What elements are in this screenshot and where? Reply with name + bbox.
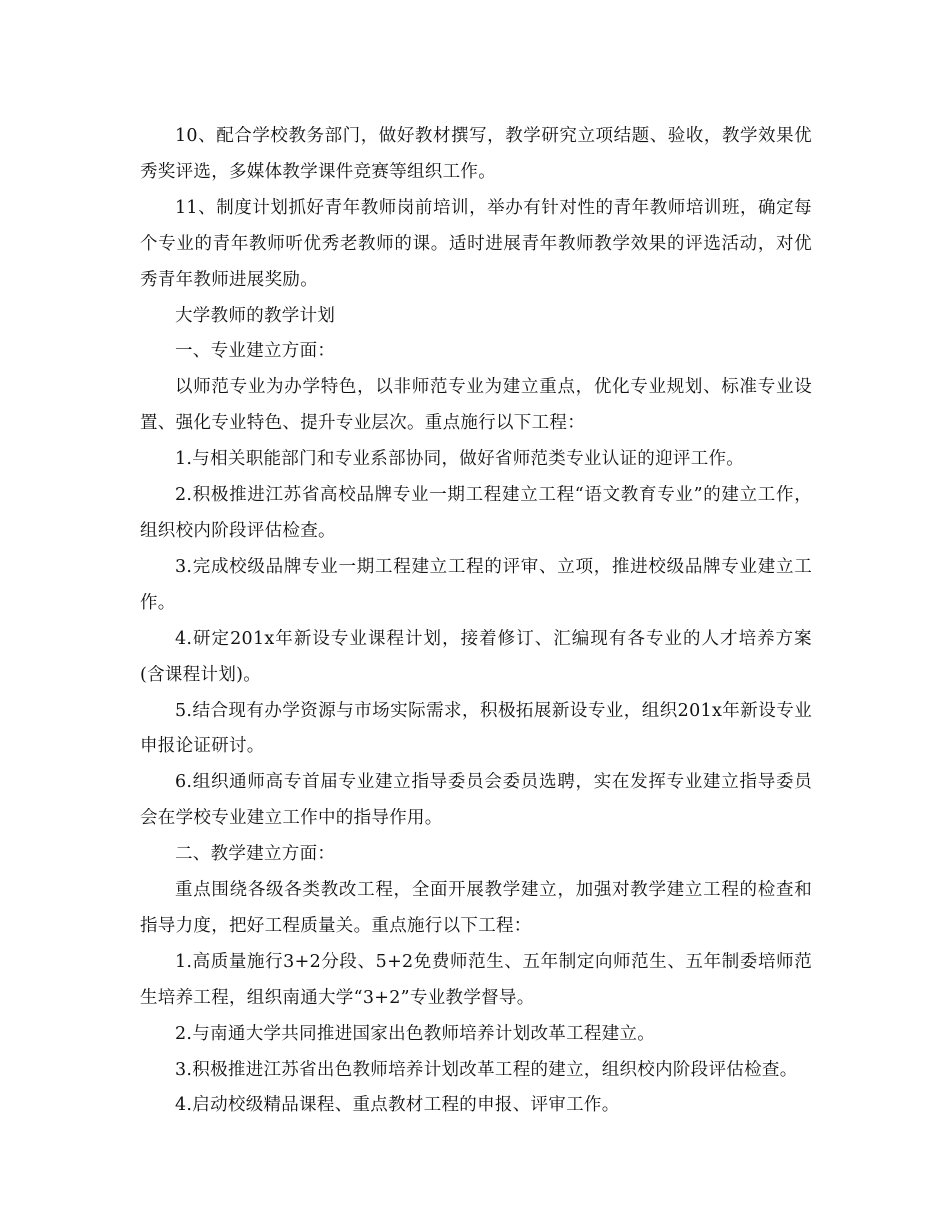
teaching-list-item-4: 4.启动校级精品课程、重点教材工程的申报、评审工作。 (175, 1095, 620, 1116)
paragraph-teaching-intro: 重点围绕各级各类教改工程，全面开展教学建立，加强对教学建立工程的检查和指导力度，把好工程质量关。重点施行以下工程： (140, 880, 812, 936)
list-item-1: 1.与相关职能部门和专业系部协同，做好省师范类专业认证的迎评工作。 (175, 449, 745, 470)
list-item-2: 2.积极推进江苏省高校品牌专业一期工程建立工程“语文教育专业”的建立工作，组织校内阶段评估检查。 (140, 485, 812, 541)
list-item-4: 4.研定201x年新设专业课程计划，接着修订、汇编现有各专业的人才培养方案(含课程计划)。 (140, 628, 812, 685)
teaching-list-item-1: 1.高质量施行3+2分段、5+2免费师范生、五年制定向师范生、五年制委培师范生培养工程，组织南通大学“3+2”专业教学督导。 (140, 951, 812, 1008)
teaching-list-item-2: 2.与南通大学共同推进国家出色教师培养计划改革工程建立。 (175, 1023, 656, 1044)
heading-professional-construction: 一、专业建立方面： (175, 341, 336, 362)
paragraph-professional-intro: 以师范专业为办学特色，以非师范专业为建立重点，优化专业规划、标准专业设置、强化专业特色、提升专业层次。重点施行以下工程： (140, 377, 812, 434)
paragraph-item-10: 10、配合学校教务部门，做好教材撰写，教学研究立项结题、验收，教学效果优秀奖评选，多媒体教学课件竞赛等组织工作。 (140, 126, 812, 182)
section-title: 大学教师的教学计划 (175, 305, 336, 326)
heading-teaching-construction: 二、教学建立方面： (175, 844, 336, 865)
list-item-6: 6.组织通师高专首届专业建立指导委员会委员选聘，实在发挥专业建立指导委员会在学校专业建立工作中的指导作用。 (140, 772, 812, 829)
document-body (140, 119, 812, 1124)
teaching-list-item-3: 3.积极推进江苏省出色教师培养计划改革工程的建立，组织校内阶段评估检查。 (175, 1059, 798, 1080)
list-item-5: 5.结合现有办学资源与市场实际需求，积极拓展新设专业，组织201x年新设专业申报论证研讨。 (140, 700, 812, 757)
list-item-3: 3.完成校级品牌专业一期工程建立工程的评审、立项，推进校级品牌专业建立工作。 (140, 556, 812, 613)
paragraph-item-11: 11、制度计划抓好青年教师岗前培训，举办有针对性的青年教师培训班，确定每个专业的青年教师听优秀老教师的课。适时进展青年教师教学效果的评选活动，对优秀青年教师进展奖励。 (140, 197, 812, 290)
